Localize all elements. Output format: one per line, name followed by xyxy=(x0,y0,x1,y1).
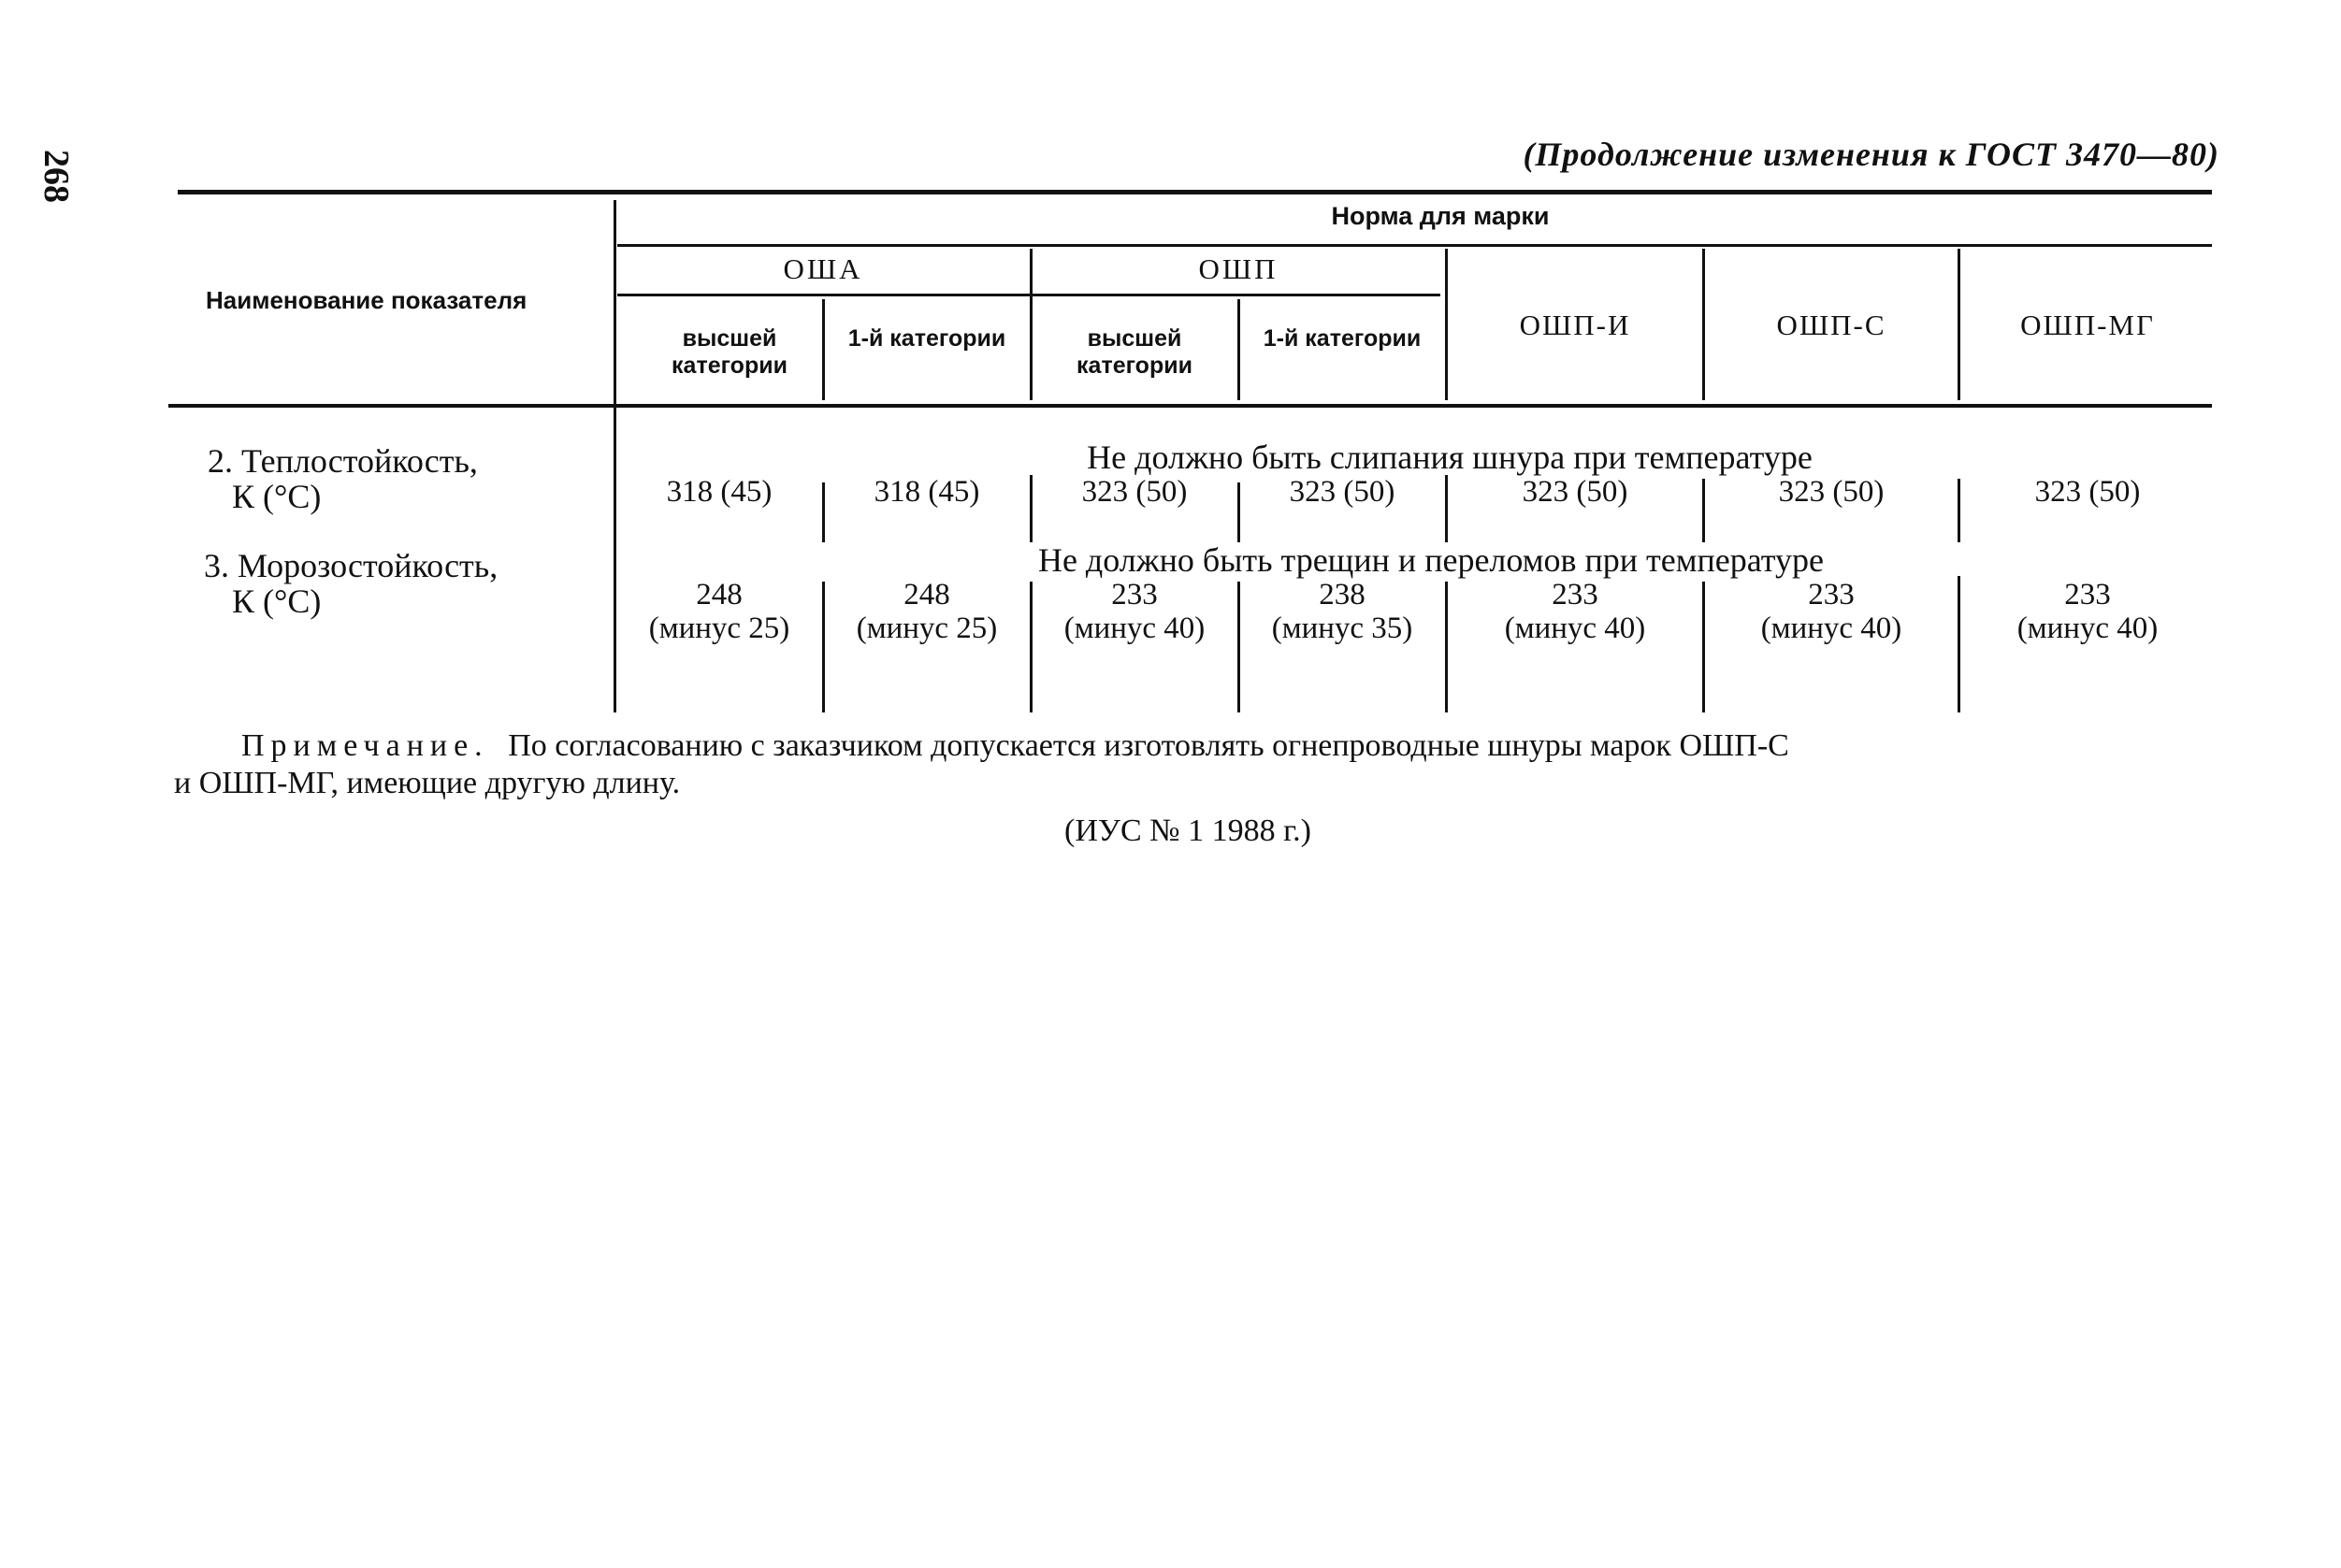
cell-value: 233 xyxy=(2064,578,2111,611)
oshp-sub-high: высшей категории xyxy=(1077,325,1192,379)
table-cell xyxy=(1033,578,1236,645)
brand-oshp-mg: ОШП-МГ xyxy=(2020,309,2155,341)
table-cell: 323 (50) xyxy=(1081,475,1188,509)
table-cell: 323 (50) xyxy=(1289,475,1395,509)
note-line-1 xyxy=(241,727,1789,765)
header-rule-1 xyxy=(617,244,2212,247)
cell-value: 233 xyxy=(1552,578,1598,611)
table-cell: 323 (50) xyxy=(1522,475,1628,509)
cell-value-celsius: (минус 40) xyxy=(2016,611,2159,645)
group-header: Норма для марки xyxy=(1331,202,1550,230)
note-label: Примечание. xyxy=(241,728,489,763)
cell-value-celsius: (минус 40) xyxy=(1504,611,1646,645)
page-number: 268 xyxy=(36,150,76,203)
table-cell xyxy=(1448,578,1702,645)
header-bottom-rule xyxy=(168,404,2212,408)
note-text: По согласованию с заказчиком допускается изготовлять огнепроводные шнуры марок ОШП-С xyxy=(508,728,1789,763)
row-span-text: Не должно быть трещин и переломов при температуре xyxy=(1037,541,1825,579)
table-cell xyxy=(1705,578,1958,645)
oshp-sub-first: 1-й категории xyxy=(1263,325,1422,352)
note-line-2: и ОШП-МГ, имеющие другую длину. xyxy=(174,766,681,800)
table-cell: 323 (50) xyxy=(2034,475,2141,509)
cell-value: 233 xyxy=(1808,578,1855,611)
cell-value: 233 xyxy=(1111,578,1158,611)
table-top-rule xyxy=(178,190,2212,194)
cell-value-celsius: (минус 35) xyxy=(1271,611,1413,645)
table-cell xyxy=(617,578,821,645)
cell-value: 248 xyxy=(696,578,743,611)
cell-value: 238 xyxy=(1319,578,1366,611)
header-rule-2 xyxy=(617,294,1440,296)
cell-value-celsius: (минус 25) xyxy=(856,611,998,645)
brand-oshp-s: ОШП-С xyxy=(1776,309,1886,341)
cell-value-celsius: (минус 40) xyxy=(1760,611,1902,645)
running-header: (Продолжение изменения к ГОСТ 3470—80) xyxy=(1523,136,2219,173)
table-cell xyxy=(1240,578,1444,645)
brand-osha: ОША xyxy=(783,252,863,285)
brand-oshp: ОШП xyxy=(1198,252,1279,285)
row-span-text: Не должно быть слипания шнура при температуре xyxy=(1087,439,1813,476)
cell-value-celsius: (минус 40) xyxy=(1063,611,1206,645)
cell-value: 248 xyxy=(903,578,950,611)
row-label-unit: К (°С) xyxy=(232,583,322,620)
brand-oshp-i: ОШП-И xyxy=(1519,309,1631,341)
table-cell xyxy=(825,578,1029,645)
osha-sub-high: высшей категории xyxy=(672,325,788,379)
row-label-unit: К (°С) xyxy=(232,478,322,515)
table-cell: 318 (45) xyxy=(666,475,773,509)
row-label: 2. Теплостойкость, xyxy=(208,442,478,480)
table-cell: 323 (50) xyxy=(1778,475,1885,509)
stub-header: Наименование показателя xyxy=(206,286,527,314)
table-cell: 318 (45) xyxy=(874,475,980,509)
cell-value-celsius: (минус 25) xyxy=(648,611,790,645)
table-cell xyxy=(1960,578,2215,645)
osha-sub-first: 1-й категории xyxy=(847,325,1006,352)
stub-divider xyxy=(614,200,616,712)
row-label: 3. Морозостойкость, xyxy=(204,547,499,584)
source-reference: (ИУС № 1 1988 г.) xyxy=(1064,813,1311,848)
